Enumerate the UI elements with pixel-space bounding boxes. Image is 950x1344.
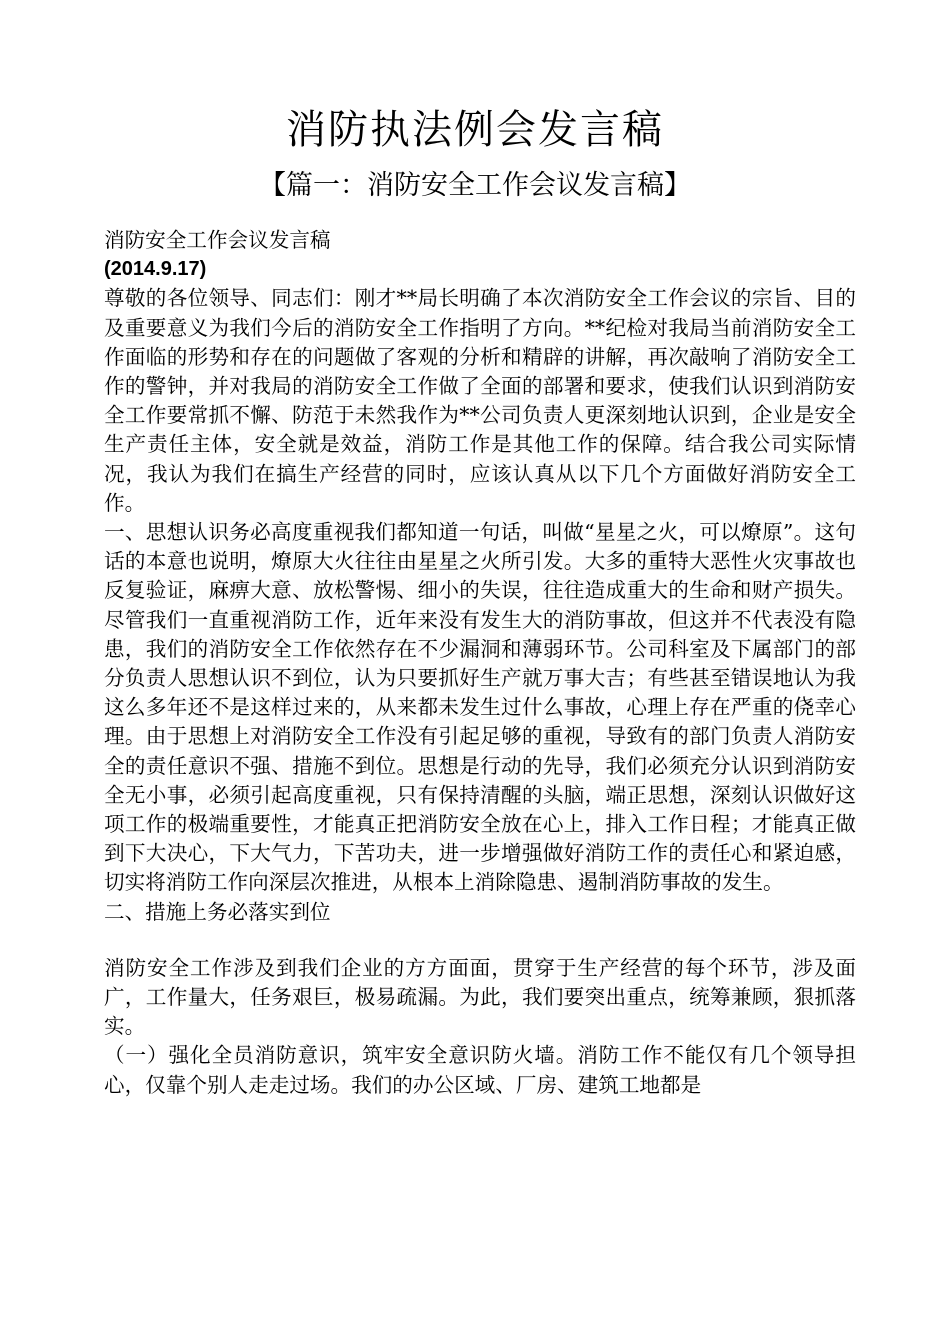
paragraph-section-two-intro: 消防安全工作涉及到我们企业的方方面面，贯穿于生产经营的每个环节，涉及面广，工作量大，任务艰巨，极易疏漏。为此，我们要突出重点，统筹兼顾，狠抓落实。 (104, 955, 856, 1039)
document-title: 消防执法例会发言稿 (286, 107, 664, 153)
paragraph-subsection-one: （一）强化全员消防意识，筑牢安全意识防火墙。消防工作不能仅有几个领导担心，仅靠个别人走走过场。我们的办公区域、厂房、建筑工地都是 (104, 1043, 856, 1097)
paragraph-gap (104, 927, 856, 954)
document-subtitle: 【篇一：消防安全工作会议发言稿】 (259, 170, 691, 201)
document-date: (2014.9.17) (104, 258, 207, 281)
section-heading: 消防安全工作会议发言稿 (104, 228, 331, 252)
paragraph-greeting: 尊敬的各位领导、同志们：刚才**局长明确了本次消防安全工作会议的宗旨、目的及重要意义为我们今后的消防安全工作指明了方向。**纪检对我局当前消防安全工作面临的形势和存在的问题做了客观的分析和精辟的讲解，再次敲响了消防安全工作的警钟，并对我局的消防安全工作做了全面的部署和要求，使我们认识到消防安全工作要常抓不懈、防范于未然我作为**公司负责人更深刻地认识到，企业是安全生产责任主体，安全就是效益，消防工作是其他工作的保障。结合我公司实际情况，我认为我们在搞生产经营的同时，应该认真从以下几个方面做好消防安全工作。 (104, 286, 856, 515)
paragraph-section-two-heading: 二、措施上务必落实到位 (104, 899, 331, 924)
paragraph-section-one: 一、思想认识务必高度重视我们都知道一句话，叫做“星星之火，可以燎原”。这句话的本意也说明，燎原大火往往由星星之火所引发。大多的重特大恶性火灾事故也反复验证，麻痹大意、放松警惕、细小的失误，往往造成重大的生命和财产损失。尽管我们一直重视消防工作，近年来没有发生大的消防事故，但这并不代表没有隐患，我们的消防安全工作依然存在不少漏洞和薄弱环节。公司科室及下属部门的部分负责人思想认识不到位，认为只要抓好生产就万事大吉；有些甚至错误地认为我这么多年还不是这样过来的，从来都未发生过什么事故，心理上存在严重的侥幸心理。由于思想上对消防安全工作没有引起足够的重视，导致有的部门负责人消防安全的责任意识不强、措施不到位。思想是行动的先导，我们必须充分认识到消防安全无小事，必须引起高度重视，只有保持清醒的头脑，端正思想，深刻认识做好这项工作的极端重要性，才能真正把消防安全放在心上，排入工作日程；才能真正做到下大决心，下大气力，下苦功夫，进一步增强做好消防工作的责任心和紧迫感，切实将消防工作向深层次推进，从根本上消除隐患、遏制消防事故的发生。 (104, 520, 856, 895)
document-body (104, 226, 856, 1100)
